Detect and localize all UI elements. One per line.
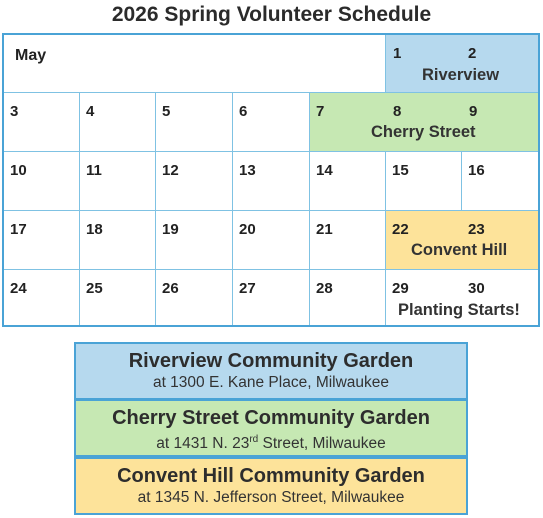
day-cell[interactable] xyxy=(156,211,233,270)
day-cell[interactable] xyxy=(386,152,462,211)
legend-address: at 1431 N. 23rd Street, Milwaukee xyxy=(156,434,386,452)
day-cell[interactable] xyxy=(310,270,386,325)
legend-riverview xyxy=(74,342,468,400)
day-cell[interactable] xyxy=(310,211,386,270)
event-label-riverview: Riverview xyxy=(422,66,500,84)
day-cell-riverview[interactable] xyxy=(386,35,538,93)
day-number: 22 xyxy=(392,221,409,238)
day-cell[interactable] xyxy=(4,270,80,325)
day-number: 10 xyxy=(10,162,27,179)
day-number: 28 xyxy=(316,280,333,297)
day-number: 5 xyxy=(162,103,171,120)
day-cell[interactable] xyxy=(80,152,156,211)
legend-name: Riverview Community Garden xyxy=(128,350,414,372)
day-number: 27 xyxy=(239,280,256,297)
day-cell-cherry-street[interactable] xyxy=(310,93,538,152)
day-number: 9 xyxy=(469,103,478,120)
day-cell[interactable] xyxy=(156,152,233,211)
event-label-cherry-street: Cherry Street xyxy=(371,123,476,141)
day-number: 29 xyxy=(392,280,409,297)
day-cell[interactable] xyxy=(156,270,233,325)
day-number: 6 xyxy=(239,103,248,120)
day-number: 11 xyxy=(86,162,102,179)
day-number: 2 xyxy=(468,45,477,62)
day-cell[interactable] xyxy=(80,211,156,270)
day-cell[interactable] xyxy=(4,93,80,152)
legend-name: Convent Hill Community Garden xyxy=(117,465,425,487)
day-number: 3 xyxy=(10,103,19,120)
event-label-planting-starts: Planting Starts! xyxy=(398,301,520,319)
day-number: 16 xyxy=(468,162,485,179)
month-cell xyxy=(4,35,386,93)
day-cell[interactable] xyxy=(233,152,310,211)
day-cell[interactable] xyxy=(4,152,80,211)
day-cell[interactable] xyxy=(156,93,233,152)
day-number: 20 xyxy=(239,221,256,238)
legend-address: at 1300 E. Kane Place, Milwaukee xyxy=(152,374,390,391)
event-label-convent-hill: Convent Hill xyxy=(411,241,508,259)
day-number: 4 xyxy=(86,103,95,120)
day-number: 25 xyxy=(86,280,103,297)
day-cell[interactable] xyxy=(80,93,156,152)
day-number: 24 xyxy=(10,280,27,297)
day-number: 14 xyxy=(316,162,333,179)
day-cell[interactable] xyxy=(233,93,310,152)
day-number: 1 xyxy=(393,45,402,62)
day-number: 18 xyxy=(86,221,103,238)
day-number: 12 xyxy=(162,162,179,179)
day-cell[interactable] xyxy=(310,152,386,211)
month-label: May xyxy=(15,47,47,64)
day-number: 15 xyxy=(392,162,409,179)
day-number: 30 xyxy=(468,280,485,297)
day-number: 23 xyxy=(468,221,485,238)
day-cell-planting[interactable] xyxy=(386,270,538,325)
legend-name: Cherry Street Community Garden xyxy=(112,407,430,429)
legend-convent-hill xyxy=(74,457,468,515)
day-cell-convent-hill[interactable] xyxy=(386,211,538,270)
day-number: 26 xyxy=(162,280,179,297)
day-cell[interactable] xyxy=(233,270,310,325)
day-cell[interactable] xyxy=(462,152,538,211)
day-number: 17 xyxy=(10,221,27,238)
day-cell[interactable] xyxy=(4,211,80,270)
day-number: 8 xyxy=(393,103,402,120)
legend-cherry-street xyxy=(74,399,468,457)
day-cell[interactable] xyxy=(80,270,156,325)
page-title: 2026 Spring Volunteer Schedule xyxy=(111,3,432,26)
day-cell[interactable] xyxy=(233,211,310,270)
day-number: 7 xyxy=(316,103,325,120)
day-number: 21 xyxy=(316,221,333,238)
calendar-grid xyxy=(2,33,540,327)
day-number: 19 xyxy=(162,221,179,238)
legend-address: at 1345 N. Jefferson Street, Milwaukee xyxy=(137,489,405,506)
day-number: 13 xyxy=(239,162,256,179)
